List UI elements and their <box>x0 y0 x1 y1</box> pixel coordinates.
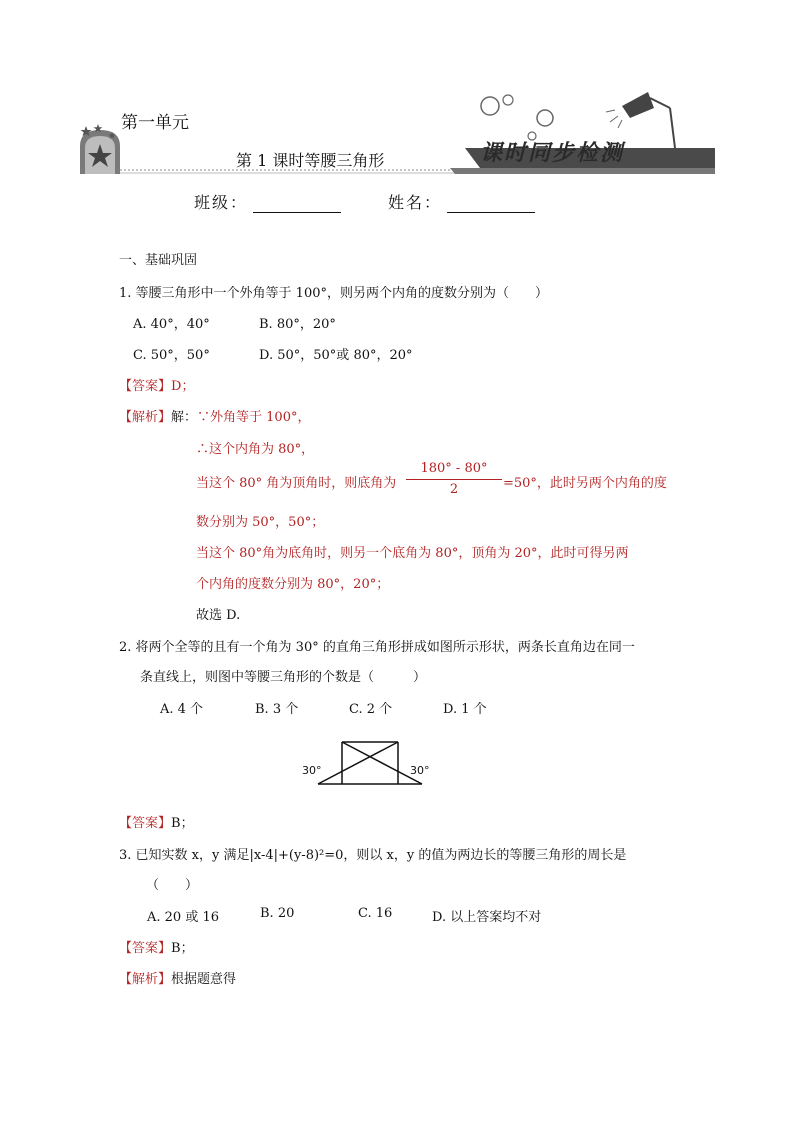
q2-option-c: C. 2 个 <box>349 702 393 717</box>
unit-title: 第一单元 <box>121 113 189 133</box>
q3-option-b: B. 20 <box>260 906 295 921</box>
star-badge-icon <box>76 124 124 176</box>
q2-stem-line1: 2. 将两个全等的且有一个角为 30° 的直角三角形拼成如图所示形状，两条长直角边在同一 <box>119 640 635 655</box>
q1-analysis-line2: ∴这个内角为 80°， <box>196 442 315 457</box>
q3-analysis <box>119 968 236 987</box>
class-label: 班级： <box>194 193 249 212</box>
q3-answer <box>119 937 194 956</box>
q3-option-c: C. 16 <box>358 906 393 921</box>
q3-option-d: D. 以上答案均不对 <box>432 910 542 925</box>
q2-answer-value: B； <box>171 816 194 831</box>
q3-answer-tag: 【答案】 <box>119 941 172 956</box>
q3-stem-line1: 3. 已知实数 x，y 满足|x-4|+(y-8)²=0，则以 x，y 的值为两边长的等腰三角形的周长是 <box>119 848 627 863</box>
q1-fraction-bar <box>406 479 502 480</box>
q1-option-c: C. 50°，50° <box>133 348 210 363</box>
q1-analysis-line6: 个内角的度数分别为 80°，20°； <box>196 577 390 592</box>
q1-stem: 1. 等腰三角形中一个外角等于 100°，则另两个内角的度数分别为（ ） <box>119 286 548 301</box>
q3-analysis-tag: 【解析】 <box>119 972 172 987</box>
lesson-title: 第 1 课时等腰三角形 <box>236 151 385 170</box>
q1-analysis-line3-a: 当这个 80° 角为顶角时，则底角为 <box>196 476 397 491</box>
q1-analysis-prefix: 解： <box>171 410 198 425</box>
section-title: 一、基础巩固 <box>119 253 198 268</box>
q2-option-a: A. 4 个 <box>160 702 204 717</box>
q3-answer-value: B； <box>171 941 194 956</box>
q1-answer-value: D； <box>171 379 195 394</box>
q1-fraction-numerator: 180° - 80° <box>420 461 488 476</box>
q1-fraction <box>406 461 502 498</box>
brand-title: 课时同步检测 <box>480 140 625 166</box>
q3-option-a: A. 20 或 16 <box>147 910 220 925</box>
q2-answer <box>119 812 194 831</box>
q1-analysis-line4: 数分别为 50°，50°； <box>196 515 325 530</box>
q2-option-b: B. 3 个 <box>255 702 299 717</box>
q1-fraction-denominator: 2 <box>449 482 459 497</box>
q1-analysis-line3-b: =50°，此时另两个内角的度 <box>503 476 667 491</box>
q1-answer <box>119 375 194 394</box>
name-input-line <box>447 196 535 213</box>
q1-analysis-line7: 故选 D. <box>196 608 241 623</box>
q1-analysis-line5: 当这个 80°角为底角时，则另一个底角为 80°，顶角为 20°，此时可得另两 <box>196 546 629 561</box>
q2-option-d: D. 1 个 <box>443 702 487 717</box>
name-label: 姓名： <box>388 193 443 212</box>
q1-answer-tag: 【答案】 <box>119 379 172 394</box>
q1-option-a: A. 40°，40° <box>133 317 210 332</box>
q2-figure-right-angle-label: 30° <box>410 764 430 777</box>
q3-analysis-text: 根据题意得 <box>171 972 237 987</box>
q1-analysis-tag: 【解析】 <box>119 410 172 425</box>
q1-analysis-text-1: ∵外角等于 100°， <box>197 410 311 425</box>
q2-answer-tag: 【答案】 <box>119 816 172 831</box>
q2-figure-left-angle-label: 30° <box>302 764 322 777</box>
q1-analysis-line1 <box>119 406 310 425</box>
class-field <box>194 190 341 213</box>
q1-option-d: D. 50°，50°或 80°，20° <box>259 348 413 363</box>
q2-stem-line2: 条直线上，则图中等腰三角形的个数是（ ） <box>140 670 427 685</box>
name-field <box>388 190 535 213</box>
q1-option-b: B. 80°，20° <box>259 317 336 332</box>
class-input-line <box>253 196 341 213</box>
q3-stem-line2: （ ） <box>146 878 199 893</box>
